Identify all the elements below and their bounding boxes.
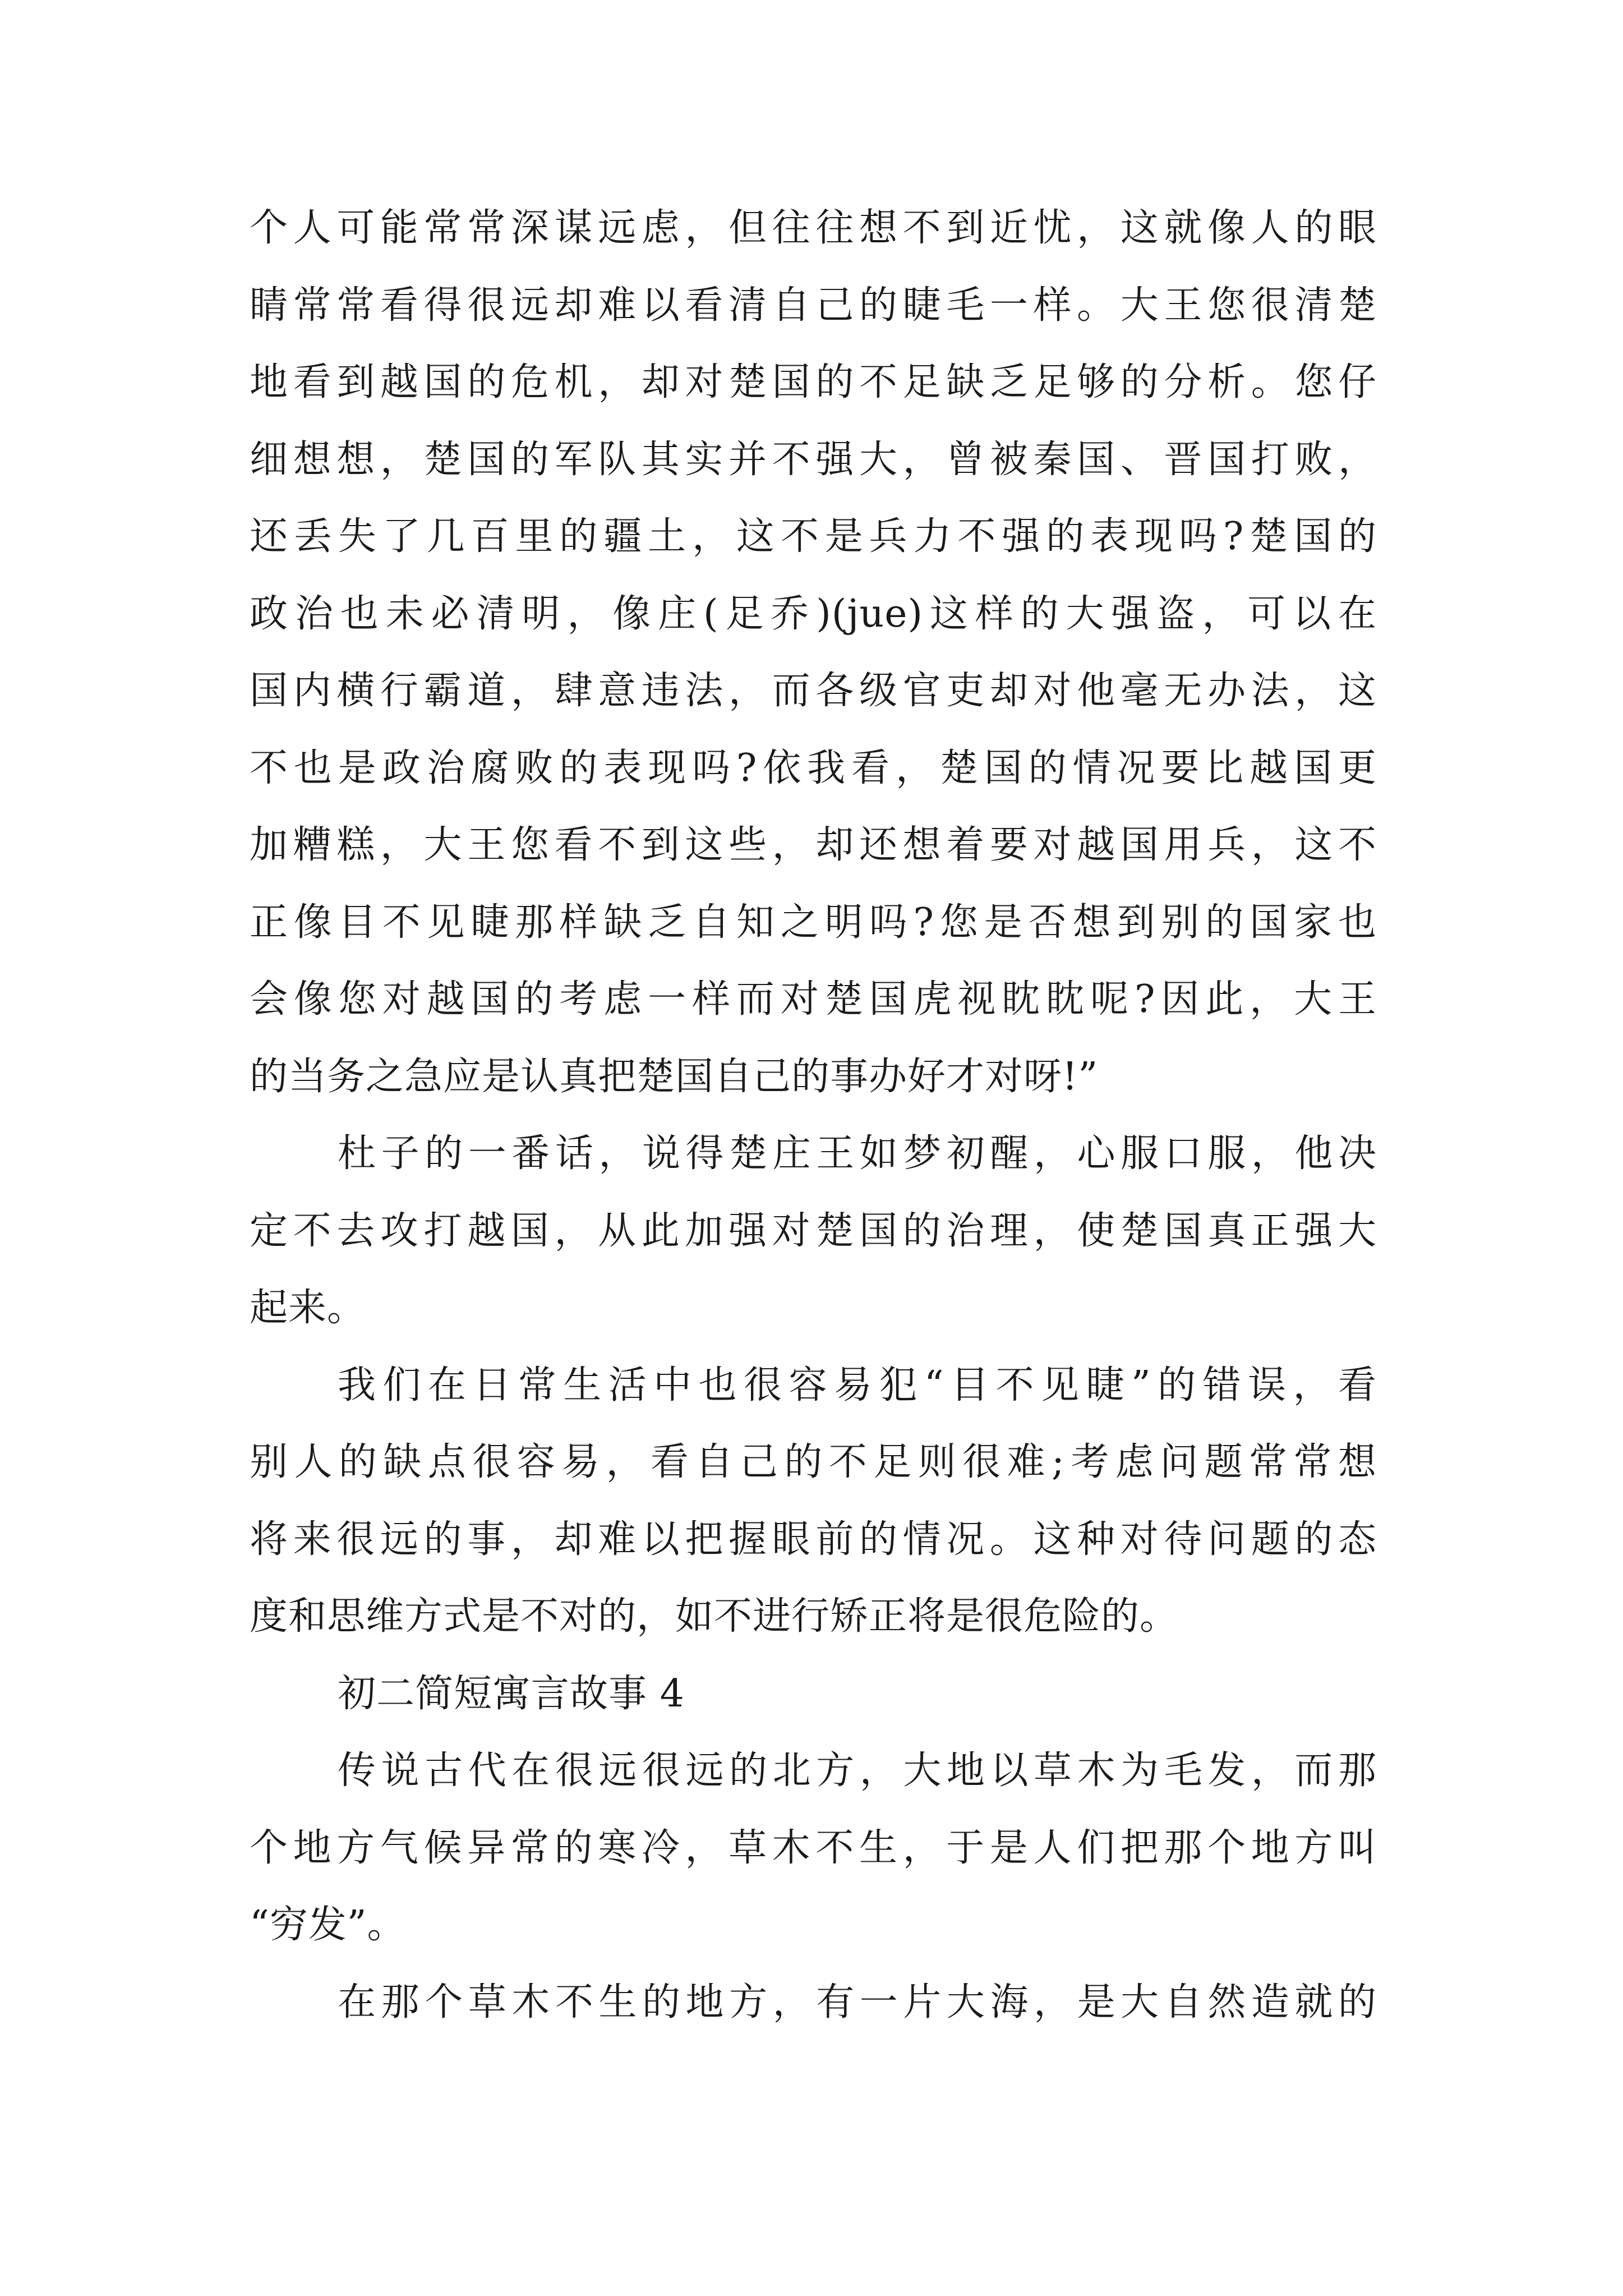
text-line: 度和思维方式是不对的，如不进行矫正将是很危险的。 (250, 1594, 1179, 1639)
paragraph-first-line: 传说古代在很远很远的北方，大地以草木为毛发，而那 (338, 1749, 1377, 1793)
text-line: 还丢失了几百里的疆土，这不是兵力不强的表现吗?楚国的 (250, 514, 1377, 559)
text-line: 定不去攻打越国，从此加强对楚国的治理，使楚国真正强大 (250, 1208, 1377, 1253)
text-line: 地看到越国的危机，却对楚国的不足缺乏足够的分析。您仔 (250, 360, 1377, 404)
text-line: 个地方气候异常的寒冷，草木不生，于是人们把那个地方叫 (250, 1825, 1377, 1870)
text-line: 将来很远的事，却难以把握眼前的情况。这种对待问题的态 (250, 1517, 1377, 1562)
section-heading: 初二简短寓言故事 4 (338, 1671, 685, 1716)
text-line: 个人可能常常深谋远虑，但往往想不到近忧，这就像人的眼 (250, 206, 1377, 250)
text-line: 细想想，楚国的军队其实并不强大，曾被秦国、晋国打败， (250, 437, 1377, 482)
text-line: 别人的缺点很容易，看自己的不足则很难;考虑问题常常想 (250, 1440, 1377, 1484)
paragraph-first-line: 我们在日常生活中也很容易犯“目不见睫”的错误，看 (338, 1363, 1377, 1407)
paragraph-first-line: 在那个草木不生的地方，有一片大海，是大自然造就的 (338, 1980, 1377, 2024)
text-line: 国内横行霸道，肆意违法，而各级官吏却对他毫无办法，这 (250, 669, 1377, 713)
text-line: 的当务之急应是认真把楚国自己的事办好才对呀!” (250, 1054, 1099, 1099)
text-line: 不也是政治腐败的表现吗?依我看，楚国的情况要比越国更 (250, 746, 1377, 790)
text-line: 睛常常看得很远却难以看清自己的睫毛一样。大王您很清楚 (250, 283, 1377, 328)
text-line: 起来。 (250, 1286, 366, 1330)
document-body (250, 190, 1377, 2041)
text-line: 正像目不见睫那样缺乏自知之明吗?您是否想到别的国家也 (250, 900, 1377, 945)
text-line: 会像您对越国的考虑一样而对楚国虎视眈眈呢?因此，大王 (250, 977, 1377, 1022)
text-line: “穷发”。 (250, 1903, 406, 1947)
text-line: 政治也未必清明，像庄(足乔)(jue)这样的大强盗，可以在 (250, 591, 1377, 636)
paragraph-first-line: 杜子的一番话，说得楚庄王如梦初醒，心服口服，他决 (338, 1131, 1377, 1176)
text-line: 加糟糕，大王您看不到这些，却还想着要对越国用兵，这不 (250, 823, 1377, 867)
